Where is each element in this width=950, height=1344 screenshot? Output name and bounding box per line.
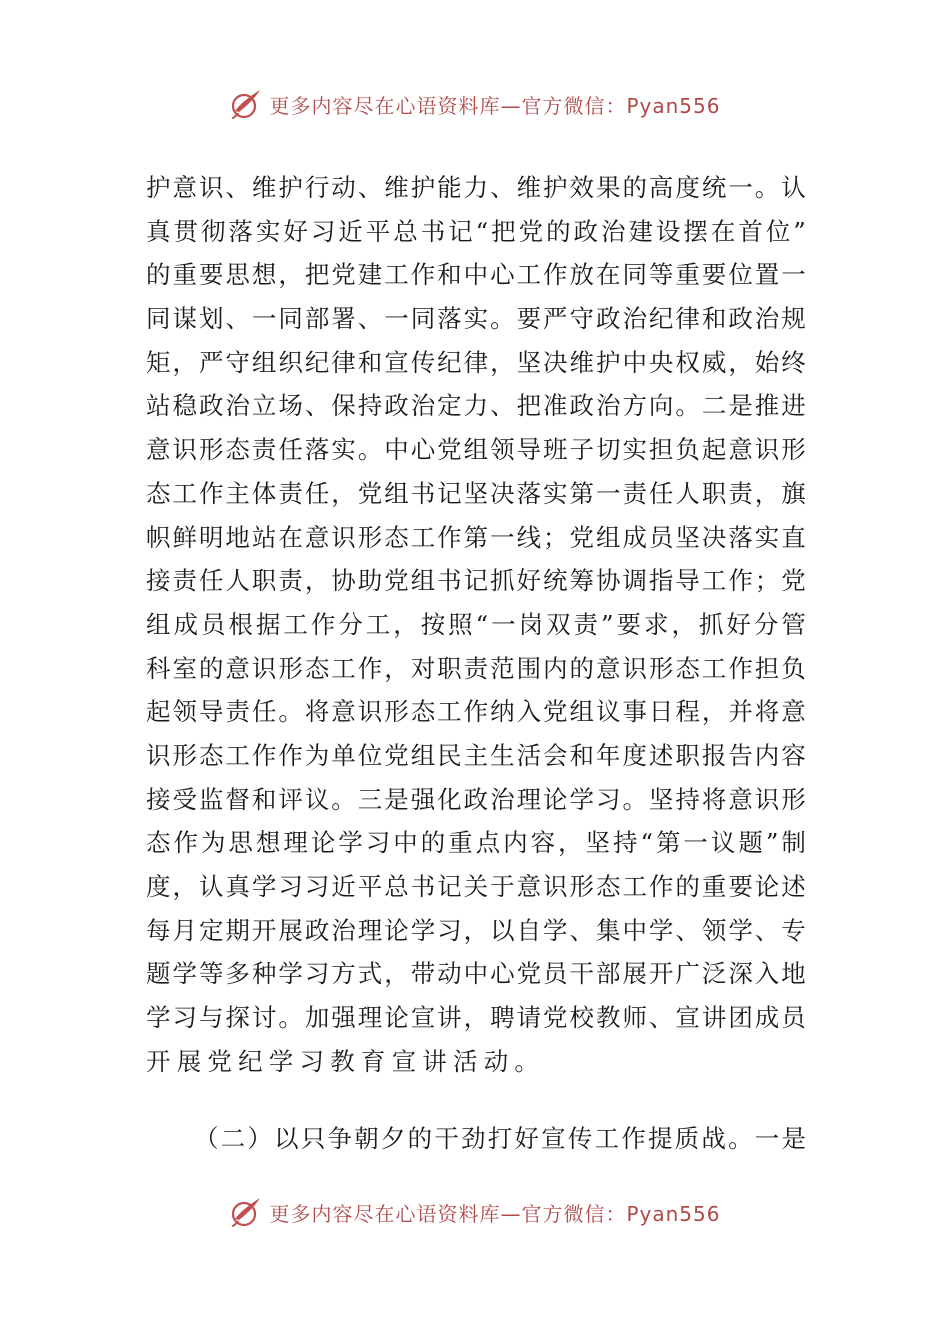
text-line: 接 受 监 督 和 评 议 。 三 是 强 化 政 治 理 论 学 习 。 坚 持 将 意 识 形 — [146, 784, 806, 814]
paragraph — [146, 1117, 806, 1161]
paragraph — [146, 166, 806, 1083]
text-line: 态 工 作 主 体 责 任 ， 党 组 书 记 坚 决 落 实 第 一 责 任 人 职 责 ， 旗 — [146, 478, 806, 508]
watermark-text: 更多内容尽在心语资料库—官方微信：Pyan556 — [269, 1201, 721, 1226]
text-line: 态 作 为 思 想 理 论 学 习 中 的 重 点 内 容 ， 坚 持 “ 第 一 议 题 ” 制 — [146, 828, 806, 858]
text-line: 站 稳 政 治 立 场 、 保 持 政 治 定 力 、 把 准 政 治 方 向 。 二 是 推 进 — [146, 391, 806, 421]
document-body — [146, 166, 806, 1161]
text-line: 每 月 定 期 开 展 政 治 理 论 学 习 ， 以 自 学 、 集 中 学 、 领 学 、 专 — [146, 915, 806, 945]
text-line: 意 识 形 态 责 任 落 实 。 中 心 党 组 领 导 班 子 切 实 担 负 起 意 识 形 — [146, 435, 806, 465]
text-line: 帜 鲜 明 地 站 在 意 识 形 态 工 作 第 一 线 ； 党 组 成 员 坚 决 落 实 直 — [146, 522, 806, 552]
text-line: 护 意 识 、 维 护 行 动 、 维 护 能 力 、 维 护 效 果 的 高 度 统 一 。 认 — [146, 173, 806, 202]
text-line: 识 形 态 工 作 作 为 单 位 党 组 民 主 生 活 会 和 年 度 述 职 报 告 内 容 — [146, 740, 806, 770]
text-line: 题 学 等 多 种 学 习 方 式 ， 带 动 中 心 党 员 干 部 展 开 广 泛 深 入 地 — [146, 959, 806, 989]
watermark-banner-bottom — [0, 1192, 950, 1232]
text-line: 接 责 任 人 职 责 ， 协 助 党 组 书 记 抓 好 统 筹 协 调 指 导 工 作 ； 党 — [146, 566, 806, 596]
text-line: 度 ， 认 真 学 习 习 近 平 总 书 记 关 于 意 识 形 态 工 作 的 重 要 论 述 — [146, 872, 806, 901]
text-line: 科 室 的 意 识 形 态 工 作 ， 对 职 责 范 围 内 的 意 识 形 态 工 作 担 负 — [146, 653, 806, 683]
text-line: 真 贯 彻 落 实 好 习 近 平 总 书 记 “ 把 党 的 政 治 建 设 摆 在 首 位 ” — [146, 216, 806, 246]
text-line: 起 领 导 责 任 。 将 意 识 形 态 工 作 纳 入 党 组 议 事 日 程 ， 并 将 意 — [146, 697, 806, 727]
quill-logo-icon — [229, 87, 263, 121]
text-line: 开展党纪学习教育宣讲活动。 — [146, 1046, 546, 1076]
quill-logo-icon — [229, 1195, 263, 1229]
text-line: 学 习 与 探 讨 。 加 强 理 论 宣 讲 ， 聘 请 党 校 教 师 、 宣 讲 团 成 员 — [146, 1003, 806, 1033]
watermark-banner-top — [0, 84, 950, 124]
text-line: （ 二 ） 以 只 争 朝 夕 的 干 劲 打 好 宣 传 工 作 提 质 战 。 一 是 — [194, 1124, 806, 1154]
text-line: 的 重 要 思 想 ， 把 党 建 工 作 和 中 心 工 作 放 在 同 等 重 要 位 置 一 — [146, 260, 806, 290]
watermark-text: 更多内容尽在心语资料库—官方微信：Pyan556 — [269, 93, 721, 118]
text-line: 矩 ， 严 守 组 织 纪 律 和 宣 传 纪 律 ， 坚 决 维 护 中 央 权 威 ， 始 终 — [146, 347, 806, 377]
text-line: 组 成 员 根 据 工 作 分 工 ， 按 照 “ 一 岗 双 责 ” 要 求 ， 抓 好 分 管 — [146, 609, 806, 639]
text-line: 同 谋 划 、 一 同 部 署 、 一 同 落 实 。 要 严 守 政 治 纪 律 和 政 治 规 — [146, 304, 806, 334]
